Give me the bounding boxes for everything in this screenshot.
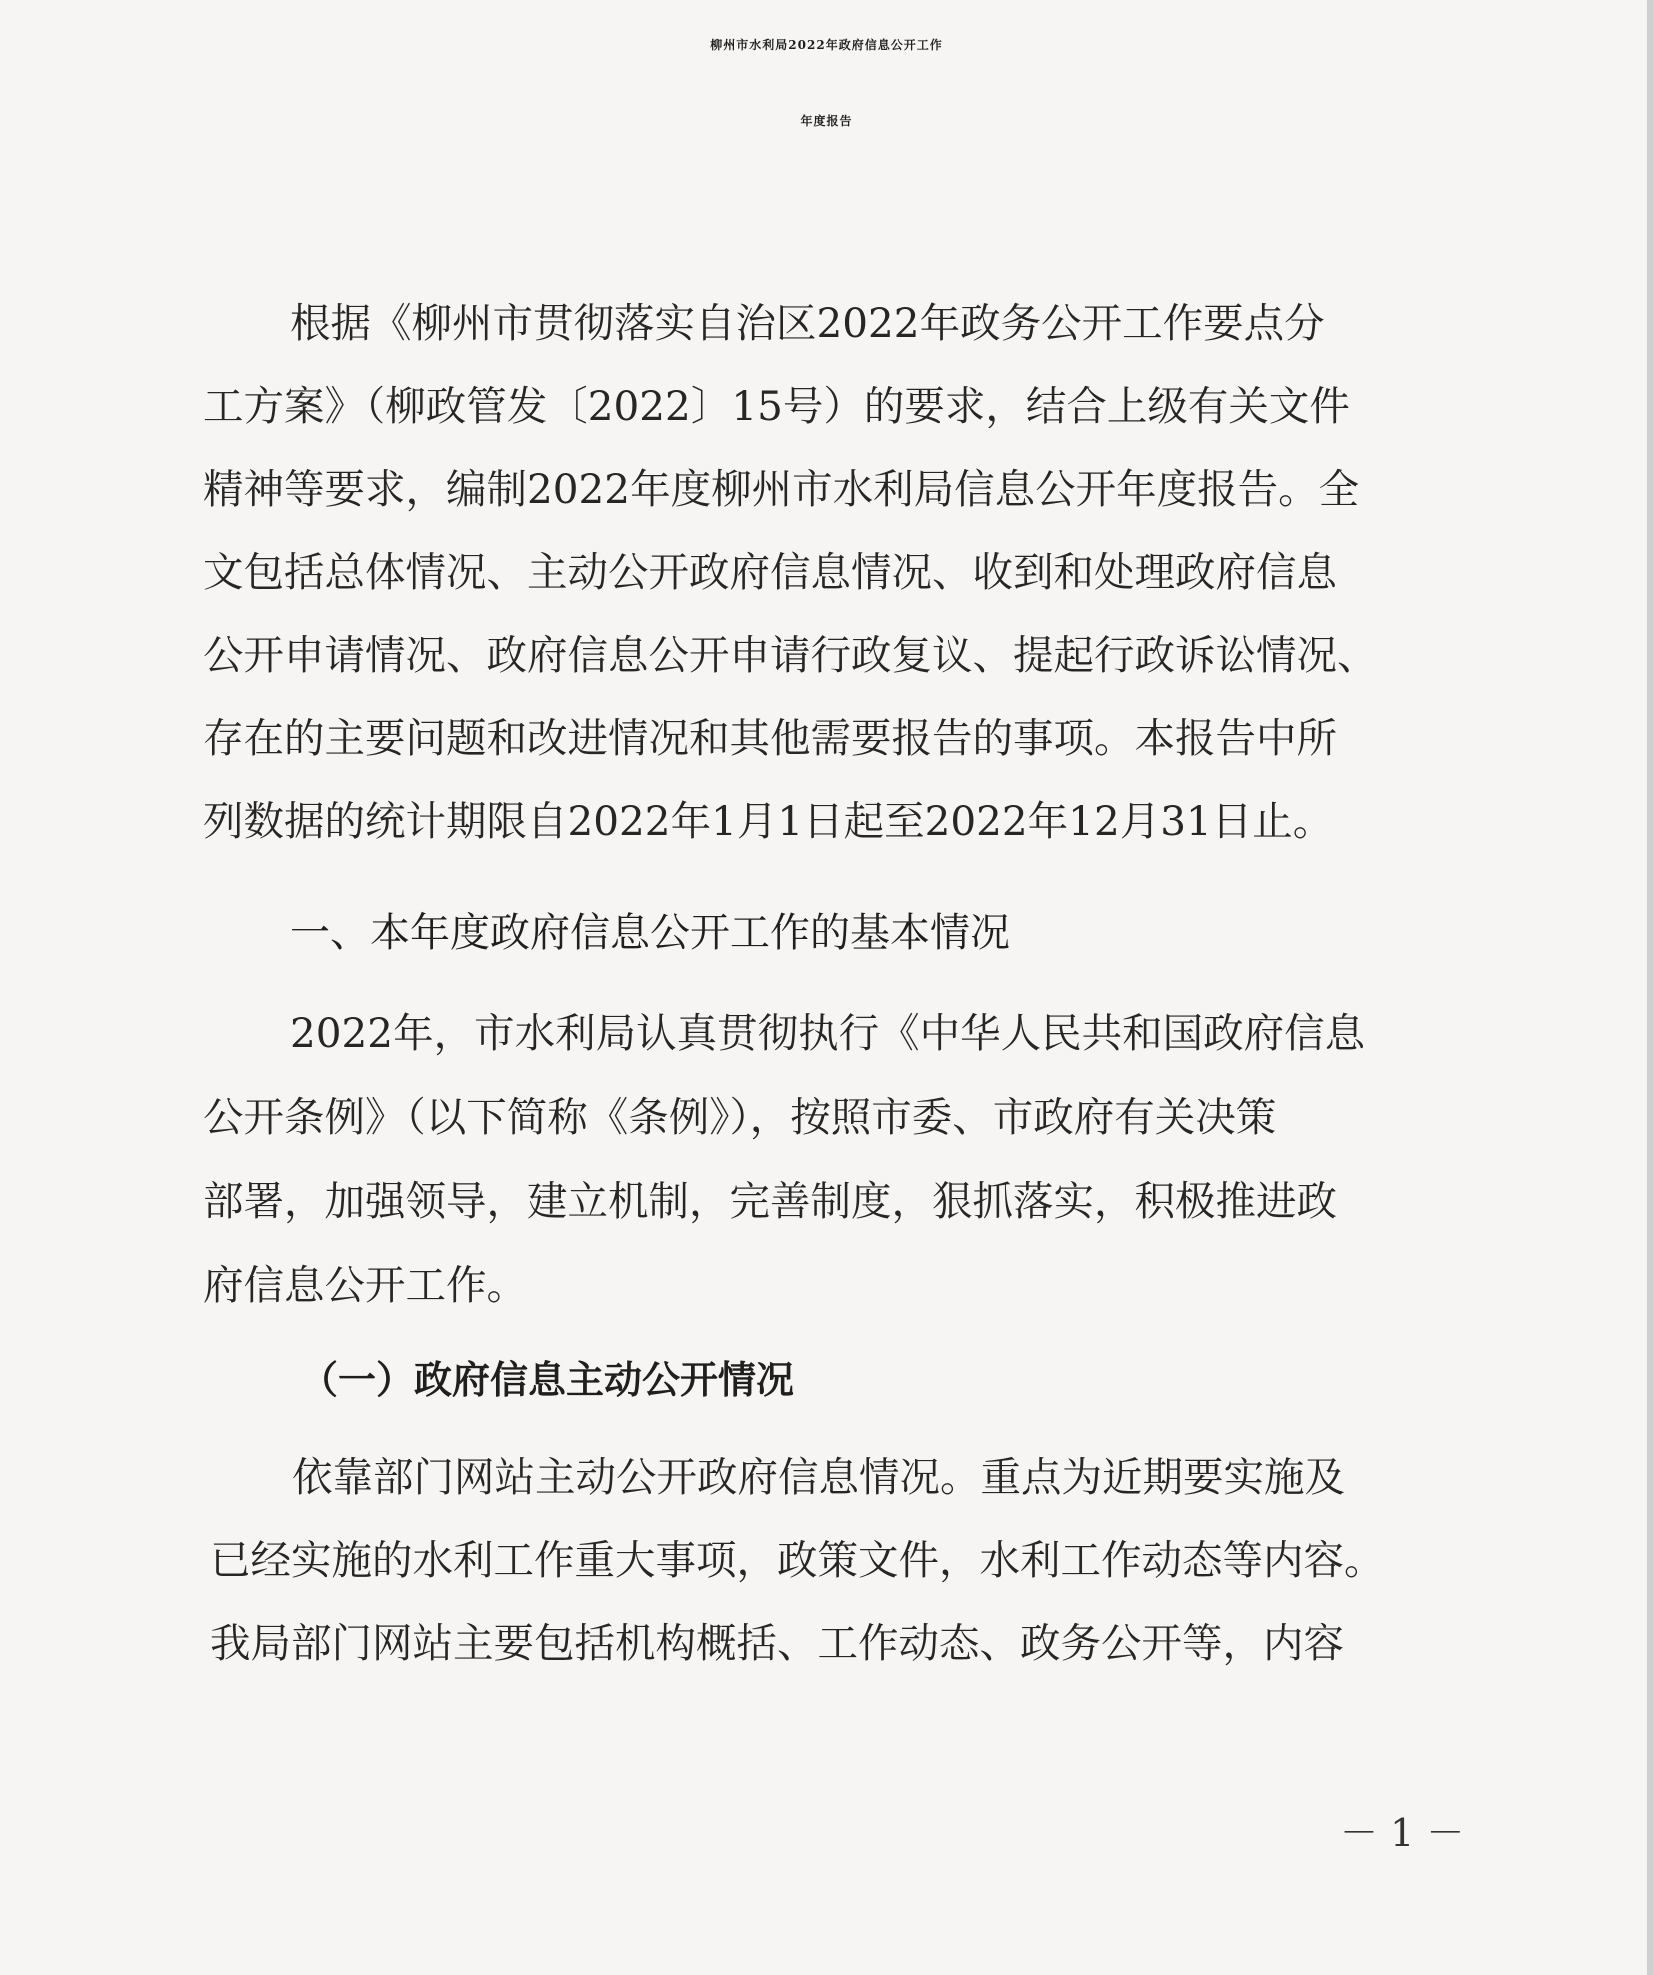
subsection-line-1: 依靠部门网站主动公开政府信息情况。重点为近期要实施及	[292, 1453, 1345, 1501]
intro-line-5: 公开申请情况、政府信息公开申请行政复议、提起行政诉讼情况、	[203, 631, 1378, 679]
subsection-heading: （一）政府信息主动公开情况	[300, 1357, 795, 1402]
section-line-4: 府信息公开工作。	[203, 1261, 527, 1309]
document-title-line-2: 年度报告	[800, 114, 853, 128]
intro-line-7: 列数据的统计期限自2022年1月1日起至2022年12月31日止。	[203, 797, 1334, 845]
subsection-line-2: 已经实施的水利工作重大事项，政策文件，水利工作动态等内容。	[210, 1536, 1385, 1584]
section-line-3: 部署，加强领导，建立机制，完善制度，狠抓落实，积极推进政	[203, 1177, 1337, 1225]
section-line-2: 公开条例》（以下简称《条例》），按照市委、市政府有关决策	[203, 1093, 1277, 1141]
intro-line-6: 存在的主要问题和改进情况和其他需要报告的事项。本报告中所	[203, 714, 1337, 762]
intro-line-4: 文包括总体情况、主动公开政府信息情况、收到和处理政府信息	[203, 548, 1337, 596]
intro-line-2: 工方案》（柳政管发〔2022〕15号）的要求，结合上级有关文件	[203, 382, 1350, 430]
section-line-1: 2022年，市水利局认真贯彻执行《中华人民共和国政府信息	[290, 1009, 1366, 1057]
intro-line-3: 精神等要求，编制2022年度柳州市水利局信息公开年度报告。全	[203, 465, 1360, 513]
page-number: － 1 －	[1340, 1811, 1465, 1855]
intro-line-1: 根据《柳州市贯彻落实自治区2022年政务公开工作要点分	[290, 299, 1325, 347]
subsection-line-3: 我局部门网站主要包括机构概括、工作动态、政务公开等，内容	[210, 1619, 1344, 1667]
section-heading: 一、本年度政府信息公开工作的基本情况	[290, 910, 1010, 956]
document-title-line-1: 柳州市水利局2022年政府信息公开工作	[710, 38, 943, 52]
page-edge	[1647, 0, 1653, 1975]
